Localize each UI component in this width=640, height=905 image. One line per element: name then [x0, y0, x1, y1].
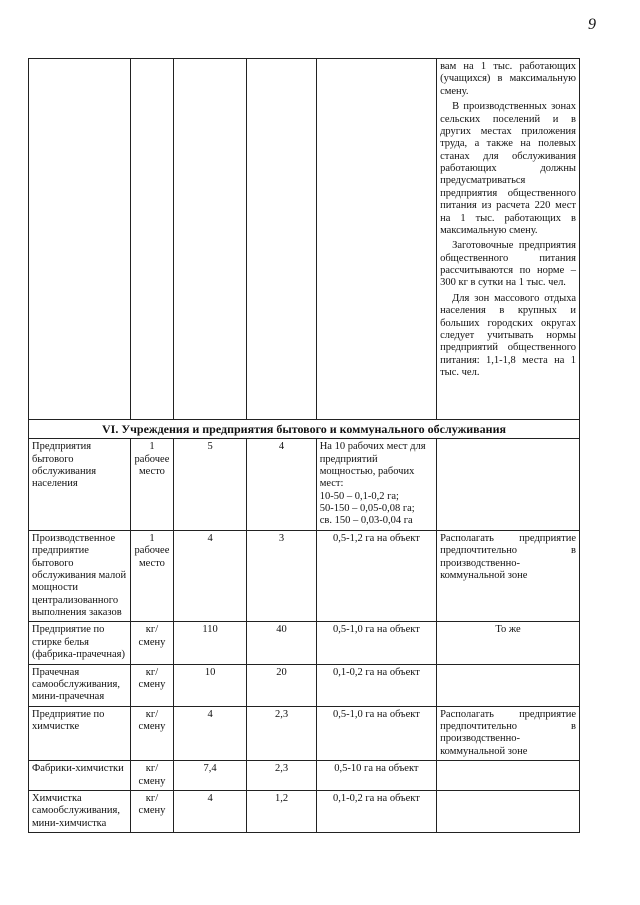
facility-name: Предприятия бытового обслуживания населения [29, 439, 131, 531]
value-cell: 2,3 [247, 761, 316, 791]
continuation-note-cell [437, 59, 580, 420]
continuation-paragraph: Для зон массового отдыха населения в крупных и больших городских округах следует учитывать нормы предприятий общественного питания: 1,1-1,8 места на 1 тыс. чел. [440, 292, 576, 378]
value-cell: 3 [247, 530, 316, 622]
continuation-row [29, 59, 580, 420]
continuation-paragraph: вам на 1 тыс. работающих (учащихся) в максимальную смену. [440, 61, 576, 97]
value-cell: 20 [247, 664, 316, 706]
continuation-paragraph: Заготовочные предприятия общественного питания рассчитываются по норме – 300 кг в сутки на 1 тыс. чел. [440, 240, 576, 289]
area-norm-cell [316, 439, 436, 531]
table-row [29, 761, 580, 791]
value-cell: 7,4 [173, 761, 246, 791]
section-heading: VI. Учреждения и предприятия бытового и коммунального обслуживания [29, 420, 580, 439]
table-row [29, 530, 580, 622]
unit-cell: 1 рабочее место [131, 530, 174, 622]
note-cell [437, 664, 580, 706]
note-cell [437, 761, 580, 791]
empty-cell [29, 59, 131, 420]
norms-table [28, 58, 580, 833]
area-norm-cell: 0,5-10 га на объект [316, 761, 436, 791]
table-row [29, 439, 580, 531]
unit-cell: кг/смену [131, 790, 174, 832]
table-row [29, 622, 580, 664]
table-row [29, 790, 580, 832]
area-norm-cell: 0,1-0,2 га на объект [316, 664, 436, 706]
value-cell: 4 [173, 706, 246, 761]
note-cell [437, 790, 580, 832]
note-cell: Располагать предприятие предпочтительно в производственно-коммунальной зоне [437, 706, 580, 761]
note-cell: Располагать предприятие предпочтительно в производственно-коммунальной зоне [437, 530, 580, 622]
table-row [29, 706, 580, 761]
facility-name: Предприятие по стирке белья (фабрика-прачечная) [29, 622, 131, 664]
value-cell: 5 [173, 439, 246, 531]
continuation-paragraph: В производственных зонах сельских поселений и в других местах приложения труда, а также на полевых станах для обслуживания работающих должны предусматриваться предприятия общественного питания из расчета 220 мест на 1 тыс. работающих в максимальную смену. [440, 101, 576, 236]
unit-cell: кг/смену [131, 706, 174, 761]
value-cell: 4 [247, 439, 316, 531]
empty-cell [247, 59, 316, 420]
note-cell: То же [437, 622, 580, 664]
unit-cell: кг/смену [131, 761, 174, 791]
unit-cell: кг/смену [131, 622, 174, 664]
value-cell: 2,3 [247, 706, 316, 761]
area-norm-line: 10-50 – 0,1-0,2 га; [319, 490, 399, 502]
value-cell: 4 [173, 790, 246, 832]
area-norm-cell: 0,1-0,2 га на объект [316, 790, 436, 832]
value-cell: 4 [173, 530, 246, 622]
value-cell: 110 [173, 622, 246, 664]
area-norm-line: св. 150 – 0,03-0,04 га [319, 515, 413, 527]
empty-cell [316, 59, 436, 420]
page-number: 9 [588, 16, 596, 33]
facility-name: Прачечная самообслуживания, мини-прачечная [29, 664, 131, 706]
area-norm-line: На 10 рабочих мест для предприятий мощностью, рабочих мест: [319, 441, 426, 490]
unit-cell: 1 рабочее место [131, 439, 174, 531]
empty-cell [173, 59, 246, 420]
value-cell: 1,2 [247, 790, 316, 832]
area-norm-line: 50-150 – 0,05-0,08 га; [319, 503, 415, 515]
section-heading-row [29, 420, 580, 439]
table-row [29, 664, 580, 706]
area-norm-cell: 0,5-1,2 га на объект [316, 530, 436, 622]
value-cell: 10 [173, 664, 246, 706]
empty-cell [131, 59, 174, 420]
value-cell: 40 [247, 622, 316, 664]
area-norm-cell: 0,5-1,0 га на объект [316, 706, 436, 761]
area-norm-cell: 0,5-1,0 га на объект [316, 622, 436, 664]
facility-name: Предприятие по химчистке [29, 706, 131, 761]
facility-name: Химчистка самообслуживания, мини-химчистка [29, 790, 131, 832]
unit-cell: кг/смену [131, 664, 174, 706]
facility-name: Фабрики-химчистки [29, 761, 131, 791]
note-cell [437, 439, 580, 531]
facility-name: Производственное предприятие бытового обслуживания малой мощности централизованного выполнения заказов [29, 530, 131, 622]
